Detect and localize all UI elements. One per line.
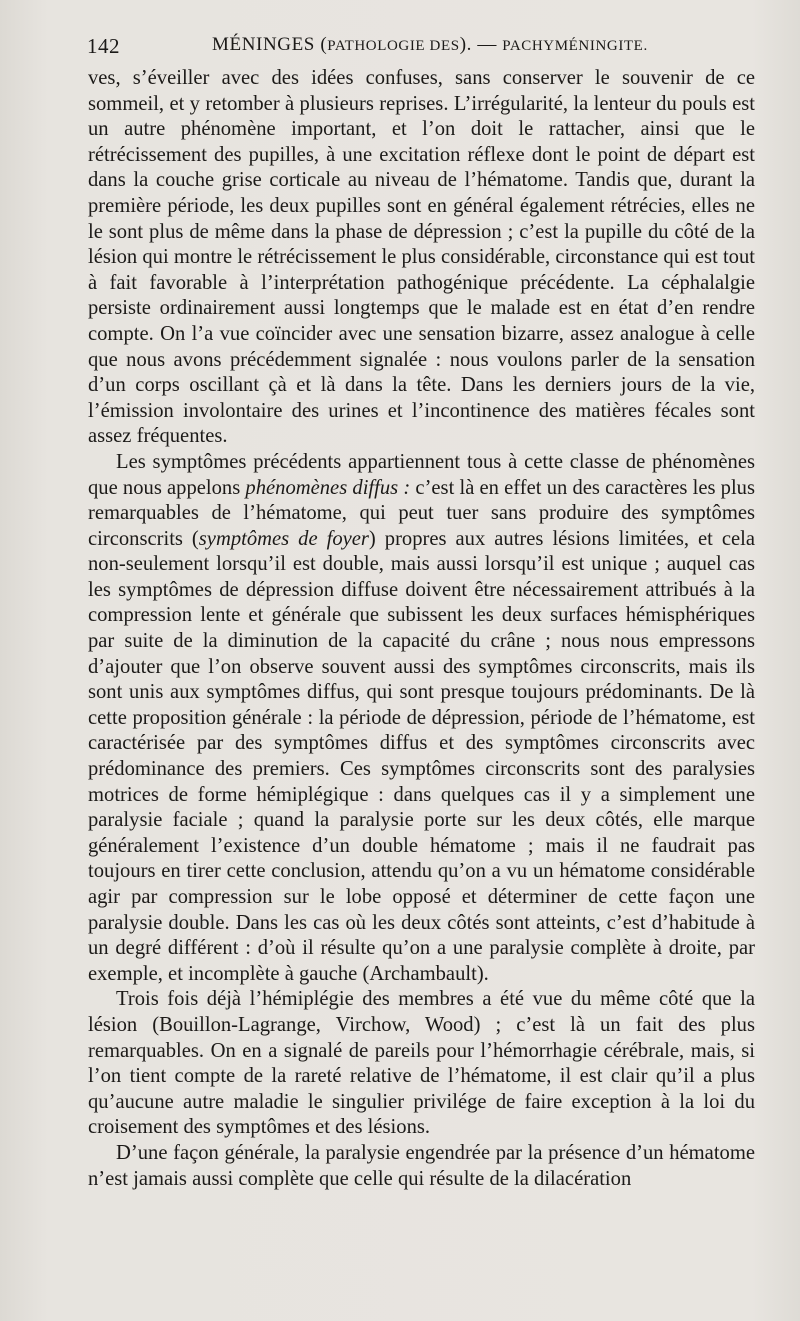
running-title-subject: PACHYMÉNINGITE.	[502, 38, 648, 54]
paragraph-paralysis	[88, 1141, 755, 1192]
paragraph-text: Trois fois déjà l’hémiplégie des membres a été vue du même côté que la lésion (Bouillon-Lagrange, Virchow, Wood) ; c’est là un fait des plus remarquables. On en a signalé de pareils pour l’hémorrhagie cérébrale, mais, si l’on tient compte de la rareté relative de l’hématome, il est clair qu’il a plus qu’aucune autre maladie le singulier privilége de faire exception à la loi du croisement des symptômes et des lésions.	[88, 988, 755, 1139]
paragraph-text: c’est là en effet un des caractères les plus remarquables de l’hématome, qui peut tuer sans produire des symptômes circonscrits (	[88, 476, 755, 550]
paragraph-diffuse-symptoms	[88, 450, 755, 987]
paragraph-text: Les symptômes précédents appartiennent tous à cette classe de phénomènes que nous appelons	[88, 450, 755, 499]
paragraph-text: ) propres aux autres lésions limitées, et cela non-seulement lorsqu’il est double, mais aussi lorsqu’il est unique ; auquel cas les symptômes de dépression diffuse doivent être nécessairement attribués à la compression lente et générale que subissent les deux surfaces hémisphériques par suite de la diminution de la capacité du crâne ; nous nous empressons d’ajouter que l’on observe souvent aussi des symptômes circonscrits, mais ils sont unis aux symptômes diffus, qui sont presque toujours prédominants. De là cette proposition générale : la période de dépression, période de l’hématome, est caractérisée par des symptômes diffus et des symptômes circonscrits avec prédominance des premiers. Ces symptômes circonscrits sont des paralysies motrices de forme hémiplégique : dans quelques cas il y a simplement une paralysie faciale ; quand la paralysie porte sur les deux côtés, elle marque généralement l’existence d’un double hématome ; mais il ne faudrait pas toujours en tirer cette conclusion, attendu qu’on a vu un hématome considérable agir par compression sur le lobe opposé et déterminer de cette façon une paralysie double. Dans les cas où les deux côtés sont atteints, c’est d’habitude à un degré différent : d’où il résulte qu’on a une paralysie complète à droite, par exemple, et incomplète à gauche (Archambault).	[88, 527, 756, 985]
paragraph-continued	[88, 66, 755, 450]
running-title-main: MÉNINGES (	[212, 34, 328, 55]
italic-term: symptômes de foyer	[198, 527, 369, 550]
italic-term: phénomènes diffus :	[245, 476, 411, 499]
paragraph-hemiplegia	[88, 987, 755, 1141]
paragraph-text: D’une façon générale, la paralysie engendrée par la présence d’un hématome n’est jamais aussi complète que celle qui résulte de la dilacération	[88, 1141, 755, 1190]
running-head	[87, 34, 752, 62]
paragraph-text: ves, s’éveiller avec des idées confuses, sans conserver le souvenir de ce sommeil, et y retomber à plusieurs reprises. L’irrégularité, la lenteur du pouls est un autre phénomène important, et l’on doit le rattacher, ainsi que le rétrécissement des pupilles, à une excitation réflexe dont le point de départ est dans la couche grise corticale au niveau de l’hématome. Tandis que, durant la première période, les deux pupilles sont en général également rétrécies, elles ne le sont plus de même dans la phase de dépression ; c’est la pupille du côté de la lésion qui montre le rétrécissement le plus considérable, circonstance qui est tout à fait favorable à l’interprétation pathogénique précédente. La céphalalgie persiste ordinairement aussi longtemps que le malade est en état d’en rendre compte. On l’a vue coïncider avec une sensation bizarre, assez analogue à celle que nous avons précédemment signalée : nous voulons parler de la sensation d’un corps oscillant çà et là dans la tête. Dans les derniers jours de la vie, l’émission involontaire des urines et l’incontinence des matières fécales sont assez fréquentes.	[88, 67, 755, 448]
running-title	[212, 34, 648, 56]
running-title-separator: ). —	[459, 34, 503, 55]
page-number: 142	[87, 34, 120, 58]
running-title-small-caps: PATHOLOGIE DES	[327, 38, 460, 54]
body-text	[88, 66, 755, 1192]
